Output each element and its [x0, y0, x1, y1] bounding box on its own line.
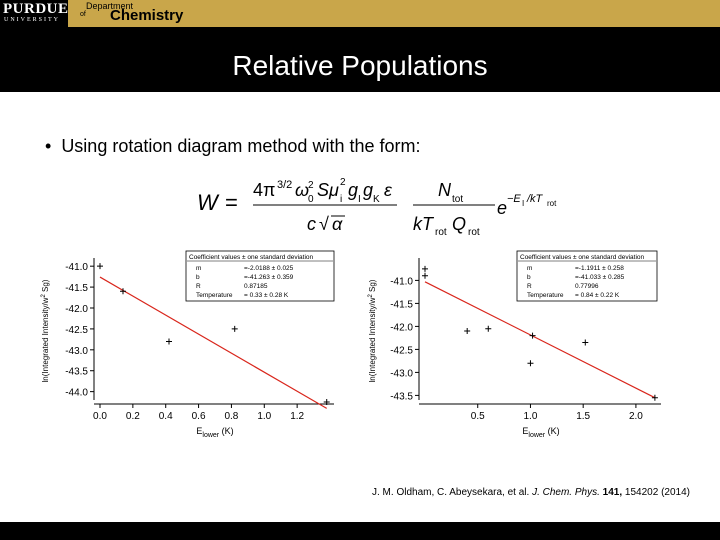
svg-text:2: 2: [308, 180, 314, 191]
svg-text:c: c: [307, 214, 316, 234]
svg-text:Sμ: Sμ: [317, 180, 339, 200]
svg-text:i: i: [340, 194, 343, 205]
dept-line1: Department: [86, 1, 134, 11]
bullet-dot: •: [45, 136, 62, 156]
department-label: [80, 0, 200, 27]
x-tick-label-p0-6: 1.2: [290, 411, 305, 422]
svg-text:3/2: 3/2: [277, 179, 293, 191]
svg-text:α: α: [332, 214, 343, 234]
svg-text:=: =: [225, 190, 238, 215]
x-tick-label-p0-1: 0.2: [125, 411, 140, 422]
y-tick-label-p1-5: -43.5: [390, 391, 413, 403]
legend-key-p0-1: b: [196, 274, 200, 281]
legend-key-p1-0: m: [527, 265, 533, 272]
legend-value-p1-1: =-41.033 ± 0.285: [575, 274, 625, 281]
data-point-p0-2: [166, 338, 172, 344]
svg-text:ε: ε: [384, 180, 392, 200]
rotation-plot-right: [365, 250, 665, 440]
legend-value-p1-2: 0.77996: [575, 283, 599, 290]
y-tick-label-p0-1: -41.5: [65, 283, 88, 295]
y-tick-label-p0-4: -43.0: [65, 345, 88, 357]
citation: [372, 487, 690, 498]
x-tick-label-p0-2: 0.4: [158, 411, 173, 422]
x-tick-label-p0-5: 1.0: [257, 411, 272, 422]
y-tick-label-p1-1: -41.5: [390, 299, 413, 311]
legend-value-p0-0: =-2.0188 ± 0.025: [244, 265, 294, 272]
y-tick-label-p0-3: -42.5: [65, 324, 88, 336]
legend-header-p0: Coefficient values ± one standard deviation: [189, 254, 314, 261]
svg-text:2: 2: [340, 177, 346, 188]
y-tick-label-p0-0: -41.0: [65, 262, 88, 274]
y-tick-label-p1-4: -43.0: [390, 368, 413, 380]
svg-text:/kT: /kT: [527, 193, 543, 205]
citation-authors: J. M. Oldham, C. Abeysekara, et al.: [372, 487, 533, 498]
legend-header-p1: Coefficient values ± one standard deviation: [520, 254, 645, 261]
legend-value-p1-0: =-1.1911 ± 0.258: [575, 265, 624, 272]
x-tick-label-p1-3: 2.0: [628, 411, 643, 422]
data-point-p1-0: [422, 266, 428, 272]
bullet-item: [45, 136, 420, 157]
dept-line3: Chemistry: [110, 7, 184, 24]
rotation-equation: [195, 172, 595, 242]
svg-text:g: g: [348, 180, 359, 200]
svg-text:N: N: [438, 180, 451, 200]
citation-volume: 141,: [599, 487, 623, 498]
bullet-text: Using rotation diagram method with the form:: [61, 136, 421, 156]
x-tick-label-p1-2: 1.5: [576, 411, 591, 422]
legend-value-p0-3: = 0.33 ± 0.28 K: [244, 292, 289, 299]
legend-key-p0-2: R: [196, 283, 201, 290]
citation-pages: 154202 (2014): [622, 487, 690, 498]
svg-text:ω: ω: [295, 180, 310, 200]
svg-text:W: W: [197, 190, 218, 215]
data-point-p1-2: [464, 328, 470, 334]
purdue-logo: [0, 0, 68, 27]
legend-key-p1-2: R: [527, 283, 532, 290]
header-banner: [0, 0, 720, 27]
svg-text:g: g: [363, 180, 374, 200]
y-tick-label-p0-5: -43.5: [65, 366, 88, 378]
svg-text:√: √: [319, 214, 329, 234]
y-axis-label-p0: ln(Integrated Intensity/$w^2$ Sg): [41, 279, 50, 383]
svg-text:I: I: [358, 194, 361, 205]
y-tick-label-p0-2: -42.0: [65, 304, 88, 315]
svg-text:tot: tot: [452, 194, 464, 205]
legend-key-p1-3: Temperature: [527, 292, 564, 299]
bottom-strip: [0, 522, 720, 540]
x-tick-label-p0-3: 0.6: [191, 411, 206, 422]
legend-key-p0-0: m: [196, 265, 202, 272]
data-point-p1-6: [582, 340, 588, 346]
x-tick-label-p0-0: 0.0: [93, 411, 107, 422]
legend-value-p0-1: =-41.263 ± 0.359: [244, 274, 294, 281]
legend-key-p0-3: Temperature: [196, 292, 233, 299]
svg-text:−E: −E: [507, 193, 521, 205]
svg-text:rot: rot: [435, 227, 447, 238]
x-tick-label-p1-1: 1.0: [523, 411, 538, 422]
svg-text:e: e: [497, 198, 508, 218]
svg-text:kT: kT: [413, 214, 433, 234]
legend-value-p1-3: = 0.84 ± 0.22 K: [575, 292, 620, 299]
data-point-p0-3: [232, 326, 238, 332]
y-tick-label-p1-0: -41.0: [390, 276, 413, 288]
slide-title: Relative Populations: [232, 50, 488, 81]
y-tick-label-p1-3: -42.5: [390, 345, 413, 357]
y-axis-label-p1: ln(Integrated Intensity/$w^2$ Sg): [368, 279, 377, 383]
data-point-p1-1: [422, 273, 428, 279]
x-axis-label-p0: $E_{lower}$ (K): [196, 426, 234, 439]
legend-value-p0-2: 0.87185: [244, 283, 268, 290]
svg-text:rot: rot: [547, 199, 557, 208]
x-tick-label-p0-4: 0.8: [224, 411, 239, 422]
svg-text:0: 0: [308, 194, 314, 205]
rotation-plot-left: [38, 250, 338, 440]
data-point-p0-0: [97, 263, 103, 269]
svg-text:I: I: [522, 199, 525, 208]
data-point-p1-3: [485, 326, 491, 332]
x-axis-label-p1: $E_{lower}$ (K): [522, 426, 560, 439]
legend-key-p1-1: b: [527, 274, 531, 281]
logo-main-text: PURDUE: [3, 1, 69, 17]
svg-text:4π: 4π: [253, 180, 276, 200]
data-point-p1-5: [527, 360, 533, 366]
svg-text:rot: rot: [468, 227, 480, 238]
y-tick-label-p1-2: -42.0: [390, 322, 413, 334]
svg-text:Q: Q: [452, 214, 467, 234]
y-tick-label-p0-6: -44.0: [65, 387, 88, 399]
data-point-p1-7: [652, 395, 658, 401]
dept-line2: of: [80, 11, 86, 18]
slide-content: [0, 92, 720, 522]
citation-journal: J. Chem. Phys.: [532, 487, 600, 498]
logo-sub-text: UNIVERSITY: [4, 17, 60, 23]
x-tick-label-p1-0: 0.5: [470, 411, 485, 422]
svg-text:K: K: [373, 194, 380, 205]
